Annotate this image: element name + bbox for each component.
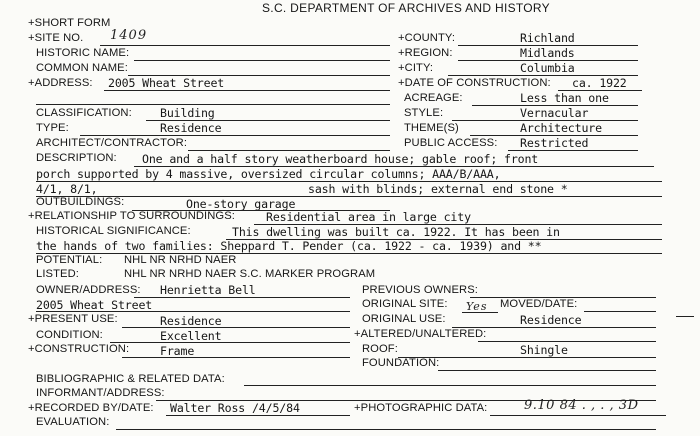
owner-address-label: OWNER/ADDRESS: [36,284,141,296]
roof-value: Shingle [520,343,568,357]
condition-line [110,342,350,343]
original-use-label: ORIGINAL USE: [362,313,446,325]
listed-options: NHL NR NRHD NAER S.C. MARKER PROGRAM [124,268,376,280]
acreage-value: Less than one [520,91,609,105]
architect-line [188,150,390,151]
public-access-value: Restricted [520,136,589,150]
city-label: +CITY: [398,62,434,74]
original-site-label: ORIGINAL SITE: [362,298,448,310]
common-name-label: COMMON NAME: [36,62,128,74]
roof-label: ROOF: [362,343,398,355]
acreage-label: ACREAGE: [404,92,463,104]
original-site-value: Yes [466,300,488,313]
description-label: DESCRIPTION: [36,152,117,164]
style-label: STYLE: [404,107,444,119]
region-label: +REGION: [398,47,453,59]
page-title: S.C. DEPARTMENT OF ARCHIVES AND HISTORY [262,1,550,15]
short-form-label: +SHORT FORM [28,17,111,29]
description-line-2: porch supported by 4 massive, oversized circular columns; AAA/B/AAA, [36,167,501,181]
original-use-value: Residence [520,313,582,327]
classification-value: Building [160,106,215,120]
construction-line [122,357,350,358]
bibliographic-line [244,385,656,386]
description-line-3a: 4/1, 8/1, [36,182,98,196]
previous-owners-label: PREVIOUS OWNERS: [362,284,478,296]
owner-value-2: 2005 Wheat Street [36,298,153,312]
historic-name-label: HISTORIC NAME: [36,47,130,59]
type-line [80,135,390,136]
relationship-value: Residential area in large city [266,210,471,224]
foundation-line [438,370,656,371]
description-line-1: One and a half story weatherboard house; gable roof; front [142,152,539,166]
architect-label: ARCHITECT/CONTRACTOR: [36,137,188,149]
listed-label: LISTED: [36,268,79,280]
recorded-by-line [166,415,350,416]
condition-value: Excellent [160,329,222,343]
public-access-line [508,150,638,151]
description-line-3b: sash with blinds; external end stone * [308,182,568,196]
recorded-by-label: +RECORDED BY/DATE: [28,402,154,414]
theme-value: Architecture [520,121,602,135]
address-extra-line [36,104,390,105]
region-value: Midlands [520,46,575,60]
owner-line-2 [36,311,350,312]
altered-label: +ALTERED/UNALTERED: [354,328,487,340]
photographic-value: 9.10 84 . , . , 3D [524,398,639,413]
address-value: 2005 Wheat Street [108,76,225,90]
style-value: Vernacular [520,106,589,120]
altered-line [478,341,656,342]
type-value: Residence [160,121,222,135]
construction-label: +CONSTRUCTION: [28,343,130,355]
owner-value-1: Henrietta Bell [160,283,256,297]
present-use-line [122,327,350,328]
site-no-label: +SITE NO. [28,32,84,44]
potential-label: POTENTIAL: [36,254,103,266]
moved-date-line [584,311,656,312]
county-value: Richland [520,31,575,45]
photographic-label: +PHOTOGRAPHIC DATA: [354,402,488,414]
photographic-line [490,415,666,416]
description-rule-3 [36,196,662,197]
owner-line-1 [134,297,350,298]
margin-mark [676,316,694,317]
historic-name-line [134,60,390,61]
original-site-line [462,312,498,313]
relationship-label: +RELATIONSHIP TO SURROUNDINGS: [28,210,236,222]
moved-date-label: MOVED/DATE: [500,298,578,310]
site-no-line [100,45,390,46]
outbuildings-value: One-story garage [186,197,296,211]
evaluation-line [116,429,656,430]
outbuildings-label: OUTBUILDINGS: [36,196,125,208]
date-construction-value: ca. 1922 [572,76,627,90]
present-use-value: Residence [160,314,222,328]
site-no-value: 1409 [110,28,148,43]
condition-label: CONDITION: [36,329,103,341]
historical-significance-label: HISTORICAL SIGNIFICANCE: [36,225,191,237]
recorded-by-value: Walter Ross /4/5/84 [170,401,300,415]
city-value: Columbia [520,61,575,75]
address-line [104,90,390,91]
classification-label: CLASSIFICATION: [36,107,132,119]
significance-line-2: the hands of two families: Sheppard T. Pender (ca. 1922 - ca. 1939) and ** [36,239,542,253]
address-label: +ADDRESS: [28,77,93,89]
date-construction-label: +DATE OF CONSTRUCTION: [398,77,551,89]
type-label: TYPE: [36,122,69,134]
construction-value: Frame [160,344,195,358]
foundation-label: FOUNDATION: [362,357,440,369]
present-use-label: +PRESENT USE: [28,313,118,325]
theme-label: THEME(S) [404,122,459,134]
potential-options: NHL NR NRHD NAER [124,254,237,266]
significance-line-1: This dwelling was built ca. 1922. It has been in [232,225,560,239]
informant-label: INFORMANT/ADDRESS: [36,387,165,399]
county-label: +COUNTY: [398,32,456,44]
evaluation-label: EVALUATION: [36,416,110,428]
public-access-label: PUBLIC ACCESS: [404,137,498,149]
bibliographic-label: BIBLIOGRAPHIC & RELATED DATA: [36,373,225,385]
